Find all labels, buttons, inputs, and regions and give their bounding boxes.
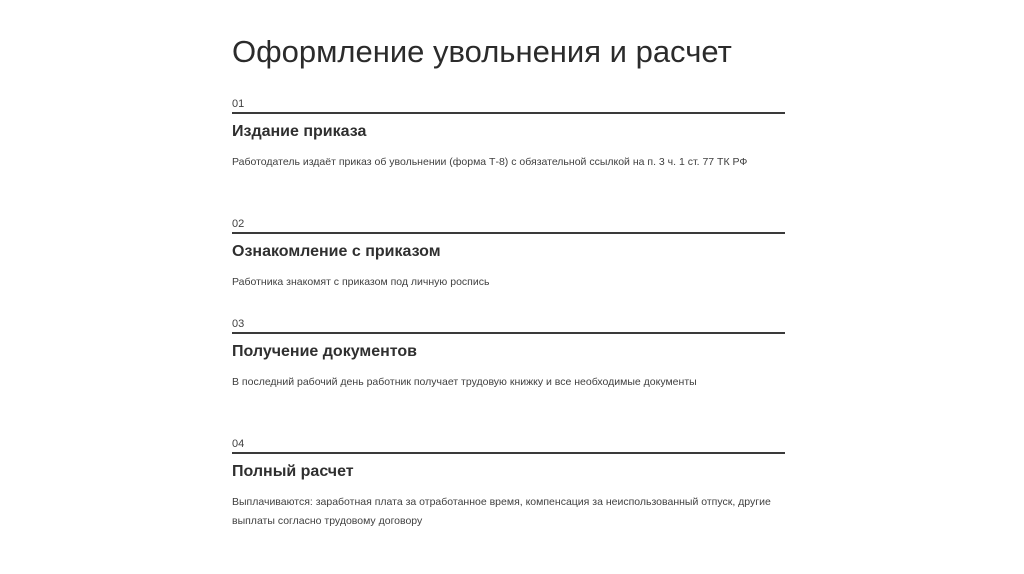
slide-title: Оформление увольнения и расчет: [232, 34, 732, 69]
step-divider: [232, 332, 785, 334]
step-number: 04: [232, 438, 245, 450]
step-heading: Ознакомление с приказом: [232, 243, 441, 260]
step-divider: [232, 452, 785, 454]
step-description: Работника знакомят с приказом под личную роспись: [232, 276, 490, 288]
step-number: 02: [232, 218, 245, 230]
step-description: В последний рабочий день работник получает трудовую книжку и все необходимые документы: [232, 376, 697, 388]
step-heading: Получение документов: [232, 343, 418, 360]
step-divider: [232, 232, 785, 234]
step-description: Выплачиваются: заработная плата за отработанное время, компенсация за неиспользованный отпуск, другие выплаты согласно трудовому договору: [232, 496, 771, 527]
step-number: 01: [232, 98, 245, 110]
step-heading: Полный расчет: [232, 463, 354, 480]
step-heading: Издание приказа: [232, 123, 367, 140]
step-divider: [232, 112, 785, 114]
step-number: 03: [232, 318, 245, 330]
step-description: Работодатель издаёт приказ об увольнении (форма Т-8) с обязательной ссылкой на п. 3 ч. 1 ст. 77 ТК РФ: [232, 156, 748, 168]
